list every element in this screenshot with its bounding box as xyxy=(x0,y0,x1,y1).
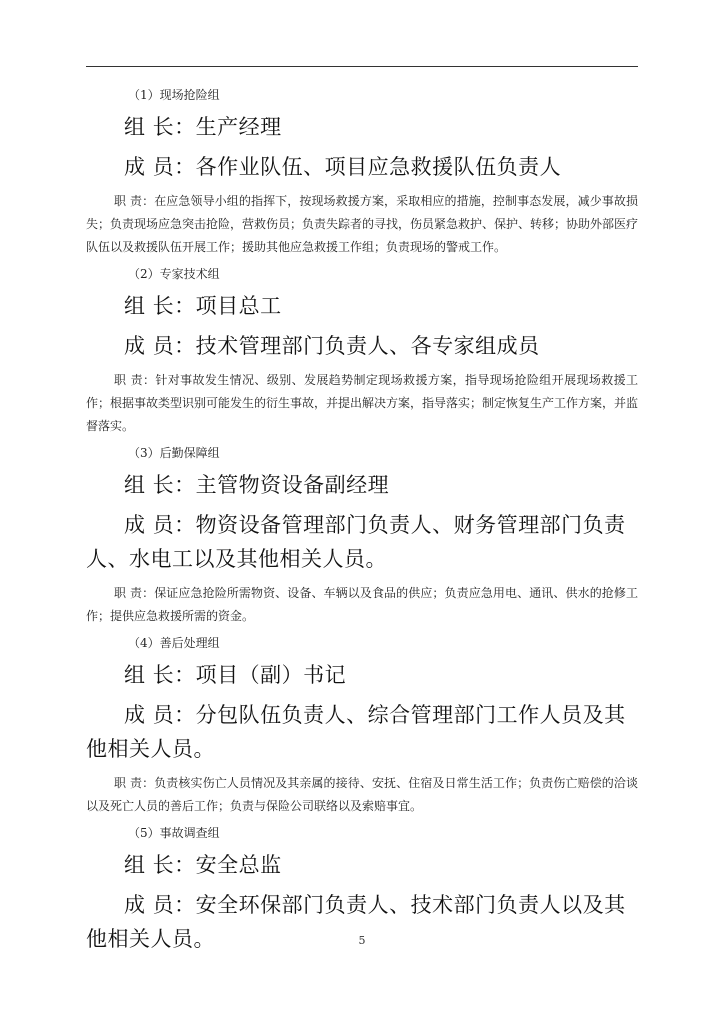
group-leader: 组 长：主管物资设备副经理 xyxy=(124,473,390,497)
group-leader: 组 长：项目总工 xyxy=(124,294,282,318)
group-title: （2）专家技术组 xyxy=(128,267,220,281)
group-title: （5）事故调查组 xyxy=(128,826,220,840)
group-title: （1）现场抢险组 xyxy=(128,88,220,102)
page-number: 5 xyxy=(358,934,366,947)
group-duty: 职 责：保证应急抢险所需物资、设备、车辆以及食品的供应；负责应急用电、通讯、供水的抢修工作；提供应急救援所需的资金。 xyxy=(86,586,638,623)
group-leader: 组 长：项目（副）书记 xyxy=(124,663,347,687)
group-duty: 职 责：在应急领导小组的指挥下，按现场救援方案，采取相应的措施，控制事态发展，减少事故损失；负责现场应急突击抢险，营救伤员；负责失踪者的寻找，伤员紧急救护、保护、转移；协助外部医疗队伍以及救援队伍开展工作；援助其他应急救援工作组；负责现场的警戒工作。 xyxy=(86,194,639,254)
page-content xyxy=(86,80,638,962)
group-title: （3）后勤保障组 xyxy=(128,446,220,460)
group-members: 成 员：各作业队伍、项目应急救援队伍负责人 xyxy=(124,155,562,179)
group-members: 成 员：分包队伍负责人、综合管理部门工作人员及其他相关人员。 xyxy=(86,703,626,761)
group-title: （4）善后处理组 xyxy=(128,636,220,650)
group-members: 成 员：物资设备管理部门负责人、财务管理部门负责人、水电工以及其他相关人员。 xyxy=(86,513,626,571)
group-rescue xyxy=(86,86,638,259)
group-leader: 组 长：安全总监 xyxy=(124,853,282,877)
group-leader: 组 长：生产经理 xyxy=(124,115,282,139)
group-aftermath xyxy=(86,634,638,818)
group-logistics xyxy=(86,444,638,628)
header-rule xyxy=(86,66,638,67)
group-members: 成 员：技术管理部门负责人、各专家组成员 xyxy=(124,334,540,358)
group-members: 成 员：安全环保部门负责人、技术部门负责人以及其他相关人员。 xyxy=(86,893,626,951)
group-technical xyxy=(86,265,638,438)
group-duty: 职 责：针对事故发生情况、级别、发展趋势制定现场救援方案，指导现场抢险组开展现场救援工作；根据事故类型识别可能发生的衍生事故，并提出解决方案，指导落实；制定恢复生产工作方案，并监督落实。 xyxy=(86,373,639,433)
group-duty: 职 责：负责核实伤亡人员情况及其亲属的接待、安抚、住宿及日常生活工作；负责伤亡赔偿的洽谈以及死亡人员的善后工作；负责与保险公司联络以及索赔事宜。 xyxy=(86,776,638,813)
